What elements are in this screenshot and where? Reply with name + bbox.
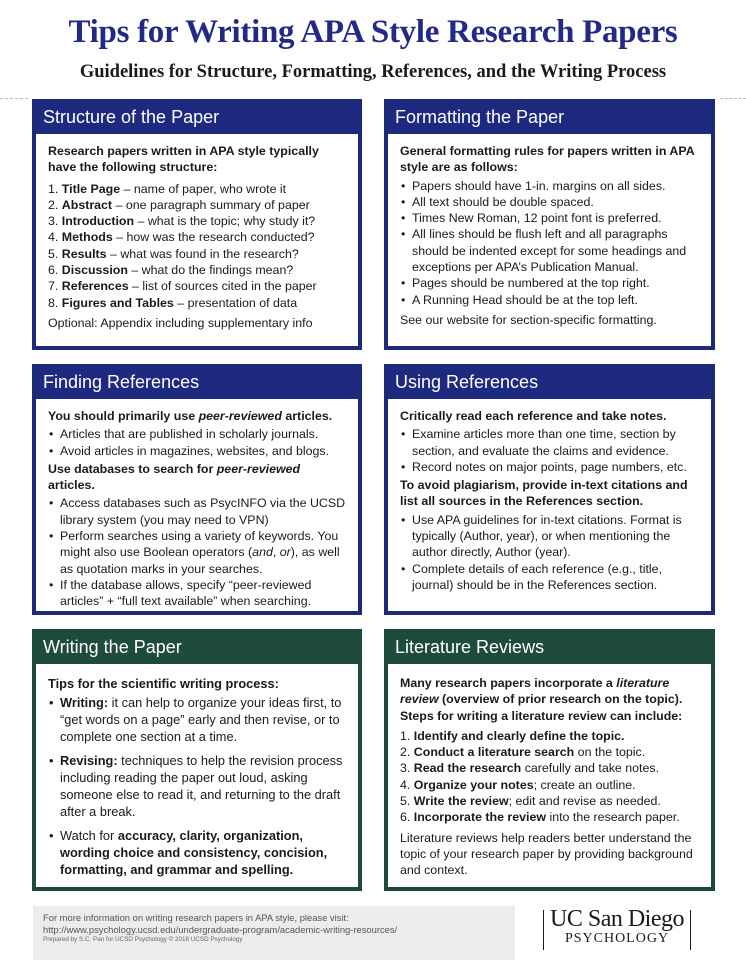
page-title: Tips for Writing APA Style Research Papers xyxy=(68,14,678,50)
using-list-1 xyxy=(400,426,703,475)
formatting-footer: See our website for section-specific formatting. xyxy=(400,312,657,327)
formatting-panel xyxy=(384,99,715,350)
list-item: • Writing: it can help to organize your ideas first, to “get words on a page” early and then revise, or to complete one section at a time. xyxy=(48,694,350,745)
list-item: • Revising: techniques to help the revision process including reading the paper out loud, asking someone else to read it, and returning to the draft after a break. xyxy=(48,752,350,820)
writing-body xyxy=(48,675,350,878)
list-item: • Examine articles more than one time, section by section, and evaluate the claims and evidence. xyxy=(400,426,703,459)
finding-body xyxy=(48,408,350,610)
list-item: 5. Results – what was found in the research? xyxy=(48,246,299,261)
list-item: 7. References – list of sources cited in the paper xyxy=(48,279,317,294)
literature-body xyxy=(400,675,703,879)
formatting-intro: General formatting rules for papers written in APA style are as follows: xyxy=(400,144,695,175)
writing-list xyxy=(48,694,350,878)
finding-list-1 xyxy=(48,426,350,459)
formatting-body xyxy=(400,143,703,328)
structure-header: Structure of the Paper xyxy=(36,103,358,134)
using-body xyxy=(400,408,703,593)
writing-panel xyxy=(32,629,362,891)
structure-list xyxy=(48,181,350,311)
list-item: 4. Organize your notes; create an outline. xyxy=(400,777,636,792)
literature-lead: Many research papers incorporate a literature review (overview of prior research on the topic). Steps for writing a literature review can include: xyxy=(400,676,683,723)
list-item: • Papers should have 1-in. margins on all sides. xyxy=(400,178,703,194)
structure-intro: Research papers written in APA style typically have the following structure: xyxy=(48,144,319,175)
list-item: • Use APA guidelines for in-text citations. Format is typically (Author, year), or when mentioning the author directly, Author (year). xyxy=(400,512,703,561)
footer-text: For more information on writing research papers in APA style, please visit: xyxy=(43,912,349,923)
structure-body xyxy=(48,143,350,331)
list-item: 1. Title Page – name of paper, who wrote it xyxy=(48,181,287,196)
footer-info xyxy=(33,906,515,960)
list-item: • If the database allows, specify “peer-reviewed articles” + “full text available” when searching. xyxy=(48,577,350,610)
using-lead-2: To avoid plagiarism, provide in-text citations and list all sources in the References section. xyxy=(400,478,688,509)
list-item: 3. Introduction – what is the topic; why study it? xyxy=(48,214,316,229)
divider-left xyxy=(0,98,28,99)
structure-optional: Optional: Appendix including supplementary info xyxy=(48,315,313,330)
list-item: • Times New Roman, 12 point font is preferred. xyxy=(400,210,703,226)
list-item: 4. Methods – how was the research conducted? xyxy=(48,230,315,245)
list-item: 2. Conduct a literature search on the topic. xyxy=(400,745,646,760)
finding-panel xyxy=(32,364,362,615)
list-item: 1. Identify and clearly define the topic. xyxy=(400,728,625,743)
writing-lead: Tips for the scientific writing process: xyxy=(48,676,279,691)
finding-header: Finding References xyxy=(36,368,358,399)
footer-link[interactable]: http://www.psychology.ucsd.edu/undergraduate-program/academic-writing-resources/ xyxy=(43,923,398,935)
list-item: • All text should be double spaced. xyxy=(400,194,703,210)
list-item: 6. Discussion – what do the findings mean? xyxy=(48,263,294,278)
list-item: 5. Write the review; edit and revise as needed. xyxy=(400,794,661,809)
list-item: • Avoid articles in magazines, websites, and blogs. xyxy=(48,443,350,459)
list-item: • A Running Head should be at the top left. xyxy=(400,292,703,308)
page-subtitle: Guidelines for Structure, Formatting, References, and the Writing Process xyxy=(79,62,667,82)
list-item: • Access databases such as PsycINFO via the UCSD library system (you may need to VPN) xyxy=(48,495,350,528)
using-lead-1: Critically read each reference and take notes. xyxy=(400,409,667,423)
list-item: • Complete details of each reference (e.g., title, journal) should be in the References section. xyxy=(400,561,703,594)
logo-bar-right xyxy=(690,910,691,950)
finding-lead-2: Use databases to search for peer-reviewed articles. xyxy=(48,461,301,493)
divider-right xyxy=(720,98,746,99)
formatting-header: Formatting the Paper xyxy=(388,103,711,134)
list-item: • Pages should be numbered at the top right. xyxy=(400,275,703,291)
finding-lead-1: You should primarily use peer-reviewed articles. xyxy=(48,409,333,423)
list-item: • Record notes on major points, page numbers, etc. xyxy=(400,459,703,475)
using-panel xyxy=(384,364,715,615)
literature-panel xyxy=(384,629,715,891)
finding-list-2 xyxy=(48,495,350,609)
list-item: • Articles that are published in scholarly journals. xyxy=(48,426,350,442)
logo-bar-left xyxy=(543,910,544,950)
list-item: 3. Read the research carefully and take notes. xyxy=(400,761,660,776)
logo-wordmark: UC San Diego xyxy=(550,906,684,932)
using-list-2 xyxy=(400,512,703,593)
literature-steps xyxy=(400,728,703,826)
structure-panel xyxy=(32,99,362,350)
list-item: • All lines should be flush left and all paragraphs should be indented except for some headings and exceptions per APA’s Publication Manual. xyxy=(400,226,703,275)
footer-credit: Prepared by S.C. Pan for UCSD Psychology © 2018 UCSD Psychology xyxy=(43,936,243,943)
list-item: • Watch for accuracy, clarity, organization, wording choice and consistency, concision, formatting, and grammar and spelling. xyxy=(48,827,350,878)
literature-closing: Literature reviews help readers better understand the topic of your research paper by providing background and context. xyxy=(400,830,693,878)
list-item: • Perform searches using a variety of keywords. You might also use Boolean operators (and, or), as well as quotation marks in your searches. xyxy=(48,528,350,577)
formatting-list xyxy=(400,178,703,308)
logo-department: PSYCHOLOGY xyxy=(564,931,670,946)
using-header: Using References xyxy=(388,368,711,399)
list-item: 6. Incorporate the review into the research paper. xyxy=(400,810,680,825)
writing-header: Writing the Paper xyxy=(36,633,358,664)
list-item: 8. Figures and Tables – presentation of data xyxy=(48,295,298,310)
ucsd-logo xyxy=(537,906,697,954)
literature-header: Literature Reviews xyxy=(388,633,711,664)
list-item: 2. Abstract – one paragraph summary of paper xyxy=(48,197,310,212)
